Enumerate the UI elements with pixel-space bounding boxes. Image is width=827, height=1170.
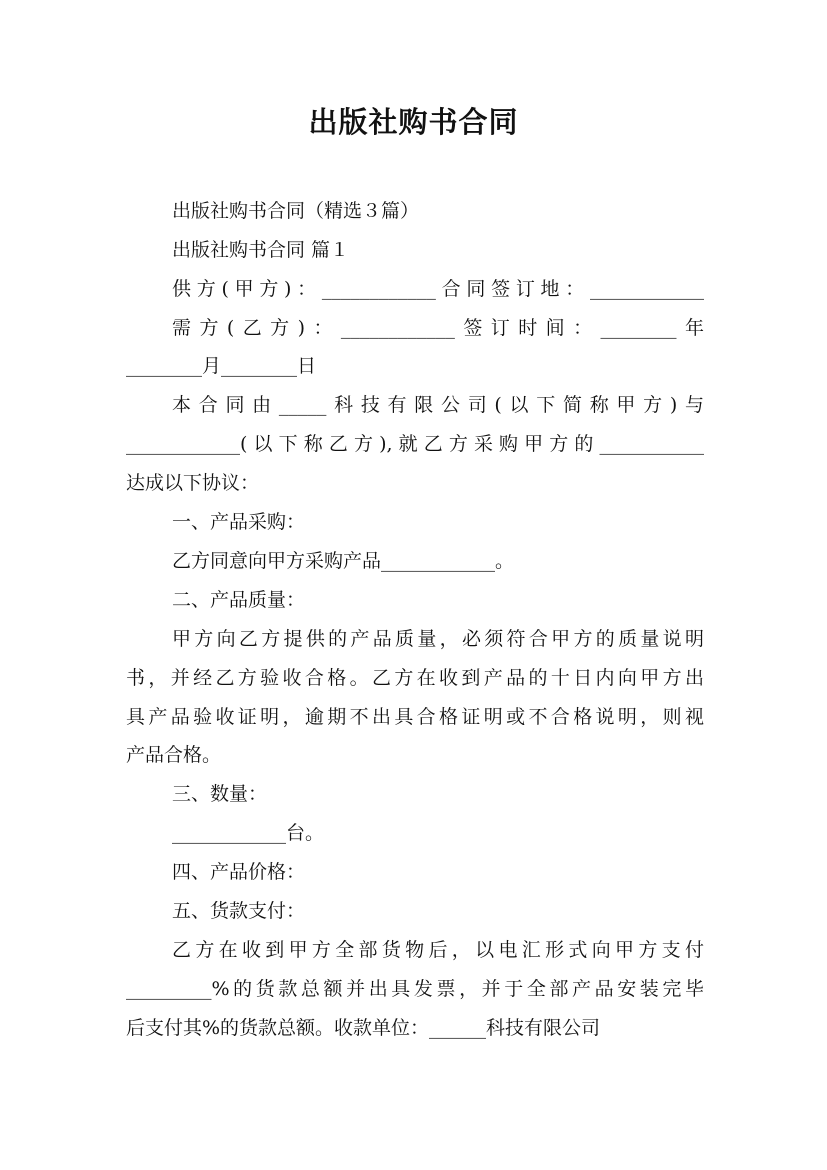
clause-text: 书，并经乙方验收合格。乙方在收到产品的十日内向甲方出: [126, 667, 704, 689]
clause-text: 具产品验收证明，逾期不出具合格证明或不合格说明，则视: [126, 706, 704, 728]
clause-heading: 三、数量：: [172, 783, 268, 805]
clause-heading: 二、产品质量：: [172, 589, 306, 611]
section-heading: 出版社购书合同 篇１: [172, 239, 350, 261]
supplier-line: 供方(甲方)：____________合同签订地：____________: [172, 278, 704, 300]
clause-text: ____________台。: [172, 822, 325, 844]
clause-text: 产品合格。: [126, 744, 222, 766]
clause-text: 后支付其%的货款总额。收款单位：______科技有限公司: [126, 1017, 601, 1039]
document-title: 出版社购书合同: [308, 105, 519, 139]
body-paragraph-line: 本合同由_____科技有限公司(以下简称甲方)与: [172, 394, 704, 416]
clause-text: _________%的货款总额并出具发票，并于全部产品安装完毕: [126, 978, 704, 1000]
clause-text: 乙方同意向甲方采购产品____________。: [172, 550, 515, 572]
date-line: ________月________日: [126, 355, 317, 377]
clause-text: 乙方在收到甲方全部货物后，以电汇形式向甲方支付: [172, 939, 704, 961]
body-paragraph-line: 达成以下协议：: [126, 472, 260, 494]
clause-heading: 五、货款支付：: [172, 900, 306, 922]
clause-text: 甲方向乙方提供的产品质量，必须符合甲方的质量说明: [172, 628, 704, 650]
subtitle-line: 出版社购书合同（精选３篇）: [172, 200, 420, 222]
buyer-line: 需方(乙方)：____________签订时间：________年: [172, 317, 704, 339]
body-paragraph-line: ____________(以下称乙方),就乙方采购甲方的___________: [126, 433, 704, 455]
clause-heading: 一、产品采购：: [172, 511, 306, 533]
clause-heading: 四、产品价格：: [172, 861, 306, 883]
